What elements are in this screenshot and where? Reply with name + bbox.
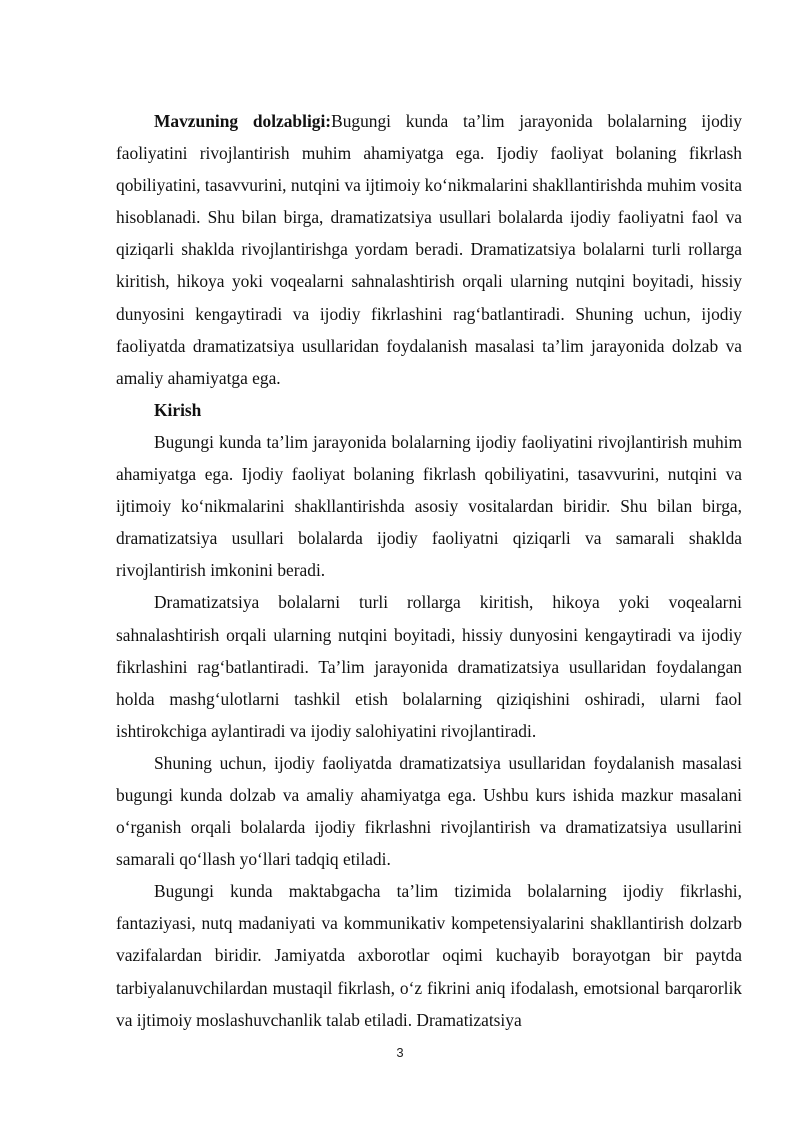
body-paragraph-2: Dramatizatsiya bolalarni turli rollarga kiritish, hikoya yoki voqealarni sahnalashtirish orqali ularning nutqini boyitadi, hissiy dunyosini kengaytiradi va ijodiy fikrlashini rag‘batlantiradi. Ta’lim jarayonida dramatizatsiya usullaridan foydalangan holda mashg‘ulotlarni tashkil etish bolalarning qiziqishini oshiradi, ularni faol ishtirokchiga aylantiradi va ijodiy salohiyatini rivojlantiradi. (116, 592, 742, 741)
body-paragraph-3: Shuning uchun, ijodiy faoliyatda dramatizatsiya usullaridan foydalanish masalasi bugungi kunda dolzab va amaliy ahamiyatga ega. Ushbu kurs ishida mazkur masalani o‘rganish orqali bolalarda ijodiy fikrlashni rivojlantirish va dramatizatsiya usullarini samarali qo‘llash yo‘llari tadqiq etiladi. (116, 752, 742, 870)
page-number: 3 (396, 1045, 404, 1060)
document-page (116, 105, 742, 1036)
body-paragraph-4: Bugungi kunda maktabgacha ta’lim tizimida bolalarning ijodiy fikrlashi, fantaziyasi, nutq madaniyati va kommunikativ kompetensiyalarini shakllantirish dolzarb vazifalardan biridir. Jamiyatda axborotlar oqimi kuchayib borayotgan bir paytda tarbiyalanuvchilardan mustaqil fikrlash, o‘z fikrini aniq ifodalash, emotsional barqarorlik va ijtimoiy moslashuvchanlik talab etiladi. Dramatizatsiya (116, 881, 742, 1030)
intro-heading: Kirish (154, 399, 202, 420)
relevance-text: Bugungi kunda ta’lim jarayonida bolalarning ijodiy faoliyatini rivojlantirish muhim ahamiyatga ega. Ijodiy faoliyat bolaning fikrlash qobiliyatini, tasavvurini, nutqini va ijtimoiy ko‘nikmalarini shakllantirishda muhim vosita hisoblanadi. Shu bilan birga, dramatizatsiya usullari bolalarda ijodiy faoliyatni faol va qiziqarli shaklda rivojlantirishga yordam beradi. Dramatizatsiya bolalarni turli rollarga kiritish, hikoya yoki voqealarni sahnalashtirish orqali ularning nutqini boyitadi, hissiy dunyosini kengaytiradi va ijodiy fikrlashini rag‘batlantiradi. Shuning uchun, ijodiy faoliyatda dramatizatsiya usullaridan foydalanish masalasi ta’lim jarayonida dolzab va amaliy ahamiyatga ega. (116, 111, 742, 388)
body-paragraph-1: Bugungi kunda ta’lim jarayonida bolalarning ijodiy faoliyatini rivojlantirish muhim ahamiyatga ega. Ijodiy faoliyat bolaning fikrlash qobiliyatini, tasavvurini, nutqini va ijtimoiy ko‘nikmalarini shakllantirishda asosiy vositalardan biridir. Shu bilan birga, dramatizatsiya usullari bolalarda ijodiy faoliyatni qiziqarli va samarali shaklda rivojlantirish imkonini beradi. (116, 431, 742, 581)
relevance-paragraph (116, 105, 742, 394)
relevance-lead: Mavzuning dolzabligi: (154, 111, 332, 131)
